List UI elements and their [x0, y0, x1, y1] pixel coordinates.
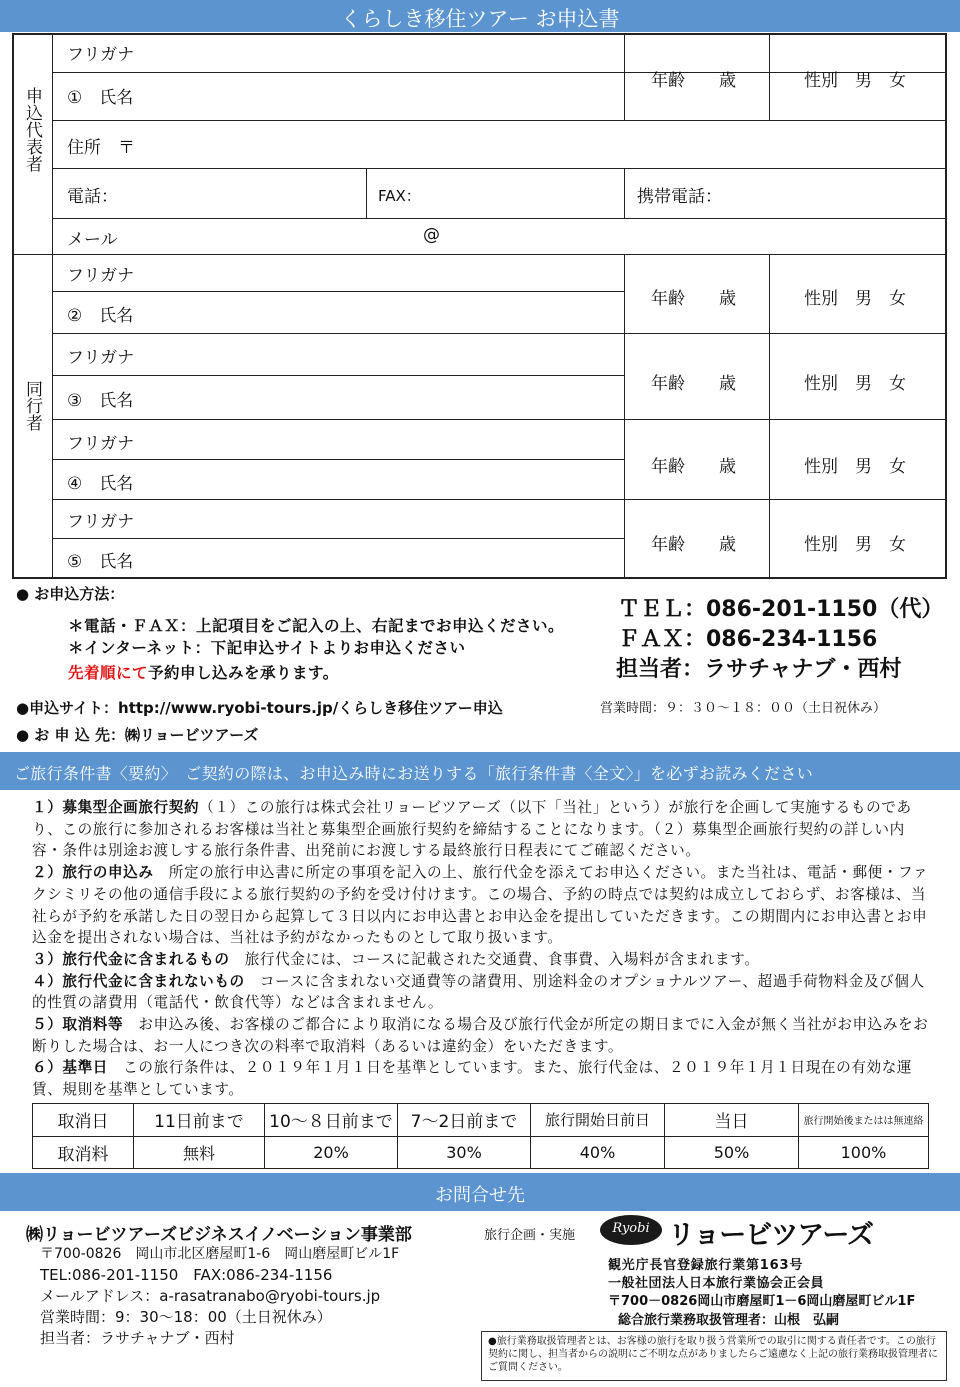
- organizer-line-4: 総合旅行業務取扱管理者：山根 弘嗣: [618, 1313, 840, 1328]
- age-label-5: 年齢 歳: [651, 535, 736, 555]
- furigana-label-3: フリガナ: [67, 348, 135, 368]
- name-label-1: ① 氏名: [67, 88, 134, 108]
- furigana-label-1: フリガナ: [67, 45, 135, 65]
- apply-destination: ● お 申 込 先：㈱リョービツアーズ: [16, 726, 259, 744]
- first-come-note: 先着順にて: [68, 664, 149, 682]
- furigana-label-4: フリガナ: [67, 434, 135, 454]
- inquiry-mail: メールアドレス：a-rasatranabo@ryobi-tours.jp: [40, 1287, 381, 1305]
- name-label-2: ② 氏名: [67, 306, 134, 326]
- cancellation-table: [32, 1103, 929, 1169]
- inquiry-bar: [0, 1173, 960, 1211]
- terms-text: [32, 797, 932, 1101]
- gender-label-1: 性別 男 女: [804, 71, 906, 91]
- contact-person: 担当者：ラサチャナブ・西村: [616, 657, 902, 682]
- term-1: １）募集型企画旅行契約（１）この旅行は株式会社リョービツアーズ（以下「当社」という）が旅行を企画して実施するものであり、この旅行に参加されるお客様は当社と募集型企画旅行契約を締結することになります。（２）募集型企画旅行契約の詳しい内容・条件は別途お渡しする旅行条件書、出発前にお渡しする最終旅行日程表にてご確認ください。: [32, 799, 912, 860]
- term-5: ５）取消料等 お申込み後、お客様のご都合により取消になる場合及び旅行代金が所定の期日までに入金が無く当社がお申込みをお断りした場合は、お一人につき次の料率で取消料（あるいは違約金）をいただきます。: [32, 1016, 929, 1055]
- inquiry-address: 〒700-0826 岡山市北区磨屋町1-6 岡山磨屋町ビル1F: [40, 1246, 400, 1262]
- manager-note: ●旅行業務取扱管理者とは、お客様の旅行を取り扱う営業所での取引に関する責任者です。この旅行契約に関し、担当者からの説明にご不明な点がありましたらご遠慮なく上記の旅行業務取扱管理者にご質問ください。: [481, 1331, 947, 1381]
- applicant-side-label: 申込代表者: [22, 87, 42, 172]
- table-row: 取消日 11日前まで 10～８日前まで 7～2日前まで 旅行開始日前日 当日 旅行開始後またはは無連絡: [33, 1104, 929, 1137]
- term-2: ２）旅行の申込み 所定の旅行申込書に所定の事項を記入の上、旅行代金を添えてお申込ください。また当社は、電話・郵便・ファクシミリその他の通信手段による旅行契約の予約を受け付けます。この場合、予約の時点では契約は成立しておらず、お客様は、当社らが予約を承諾した日の翌日から起算して３日以内にお申込書とお申込金を提出していただきます。この期間内にお申込書とお申込金を提出されない場合は、当社は予約がなかったものとして取り扱います。: [32, 864, 929, 947]
- phone-label: 電話：: [67, 187, 118, 207]
- header-bar: [0, 0, 960, 32]
- page-title: くらしき移住ツアー お申込書: [340, 7, 620, 31]
- gender-label-5: 性別 男 女: [804, 535, 906, 555]
- method-heading: ● お申込方法：: [16, 585, 125, 603]
- gender-label-3: 性別 男 女: [804, 374, 906, 394]
- at-symbol: @: [423, 225, 440, 245]
- organizer-line-2: 一般社団法人日本旅行業協会正会員: [608, 1276, 825, 1291]
- age-label-2: 年齢 歳: [651, 289, 736, 309]
- name-label-5: ⑤ 氏名: [67, 552, 134, 572]
- mobile-label: 携帯電話：: [637, 187, 722, 207]
- contact-tel: ＴＥＬ：086-201-1150（代）: [618, 597, 944, 622]
- fax-label: FAX：: [378, 187, 421, 205]
- method-line-3: 先着順にて予約申し込みを承ります。: [68, 664, 339, 682]
- terms-bar-text: ご旅行条件書〈要約〉 ご契約の際は、お申込み時にお送りする「旅行条件書〈全文〉」を必ずお読みください: [14, 764, 814, 783]
- gender-label-4: 性別 男 女: [804, 457, 906, 477]
- table-row: 取消料 無料 20% 30% 40% 50% 100%: [33, 1136, 929, 1169]
- age-label-3: 年齢 歳: [651, 374, 736, 394]
- furigana-label-2: フリガナ: [67, 266, 135, 286]
- term-3: ３）旅行代金に含まれるもの 旅行代金には、コースに記載された交通費、食事費、入場料が含まれます。: [32, 950, 760, 968]
- contact-fax: ＦＡＸ：086-234-1156: [618, 627, 878, 652]
- inquiry-bar-text: お問合せ先: [435, 1185, 525, 1206]
- age-label-4: 年齢 歳: [651, 457, 736, 477]
- ryobi-logo-text: リョービツアーズ: [668, 1220, 874, 1251]
- inquiry-person: 担当者：ラサチャナブ・西村: [40, 1329, 235, 1347]
- name-label-3: ③ 氏名: [67, 391, 134, 411]
- organizer-line-1: 観光庁長官登録旅行業第163号: [608, 1258, 804, 1273]
- method-line-2: ＊インターネット：下記申込サイトよりお申込ください: [68, 639, 466, 657]
- application-form: [12, 33, 947, 579]
- address-label: 住所 〒: [67, 138, 135, 158]
- companion-side-label: 同行者: [22, 380, 42, 431]
- mail-label: メール: [67, 230, 118, 250]
- inquiry-company: ㈱リョービツアーズビジネスイノベーション事業部: [26, 1225, 412, 1245]
- organizer-label: 旅行企画・実施: [484, 1228, 576, 1243]
- method-line-1: ＊電話・ＦＡＸ：上記項目をご記入の上、右記までお申込ください。: [68, 617, 565, 635]
- ryobi-logo: Ryobi: [600, 1215, 662, 1245]
- inquiry-telfax: TEL:086-201-1150 FAX:086-234-1156: [40, 1266, 333, 1284]
- organizer-line-3: 〒700－0826岡山市磨屋町1－6岡山磨屋町ビル1F: [608, 1294, 916, 1309]
- name-label-4: ④ 氏名: [67, 474, 134, 494]
- gender-label-2: 性別 男 女: [804, 289, 906, 309]
- inquiry-hours: 営業時間：9：30～18：00（土日祝休み）: [40, 1308, 332, 1326]
- business-hours: 営業時間：９：３０～１８：００（土日祝休み）: [600, 701, 887, 716]
- term-6: ６）基準日 この旅行条件は、２０１９年１月１日を基準としています。また、旅行代金は、２０１９年１月１日現在の有効な運賃、規則を基準としています。: [32, 1059, 913, 1099]
- term-4: ４）旅行代金に含まれないもの コースに含まれない交通費等の諸費用、別途料金のオプショナルツアー、超過手荷物料金及び個人的性質の諸費用（電話代・飲食代等）などは含まれません。: [32, 972, 925, 1012]
- age-label-1: 年齢 歳: [651, 71, 736, 91]
- apply-site: ●申込サイト：http://www.ryobi-tours.jp/くらしき移住ツアー申込: [16, 699, 503, 717]
- terms-bar: [0, 752, 960, 790]
- furigana-label-5: フリガナ: [67, 512, 135, 532]
